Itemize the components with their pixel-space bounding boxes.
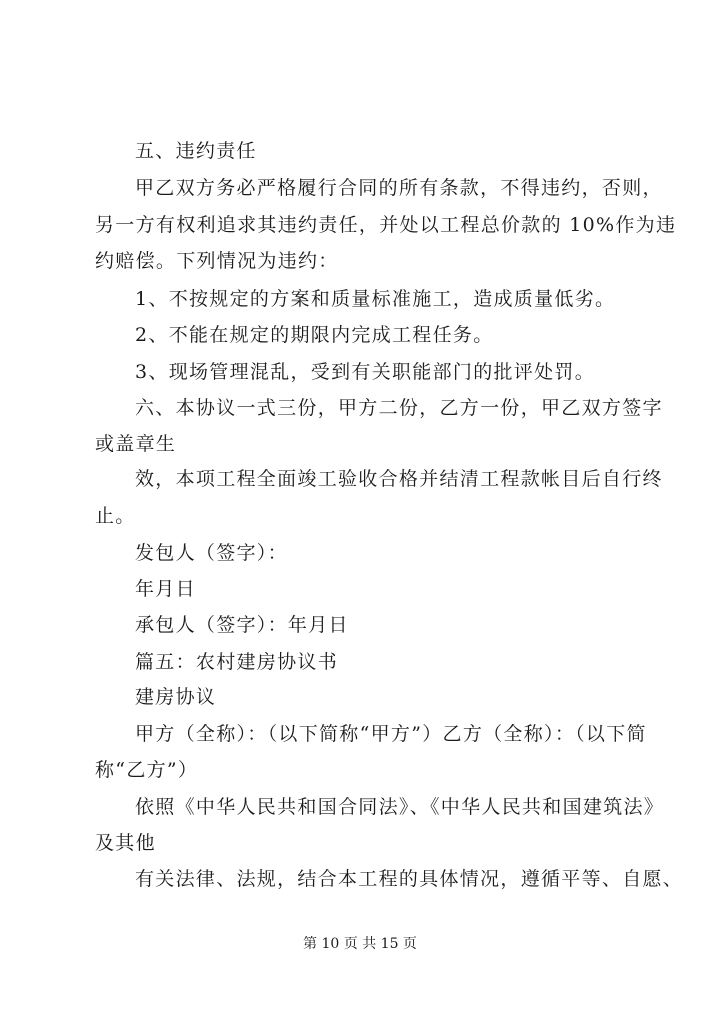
chapter-heading: 篇五：农村建房协议书 <box>135 651 339 673</box>
paragraph-line: 及其他 <box>95 832 156 854</box>
list-item: 2、不能在规定的期限内完成工程任务。 <box>135 324 494 346</box>
paragraph-line: 甲方（全称）：（以下简称“甲方”）乙方（全称）：（以下简 <box>135 723 647 745</box>
signature-line-employer: 发包人（签字）： <box>135 542 288 564</box>
document-title: 建房协议 <box>135 686 217 708</box>
paragraph-line: 另一方有权利追求其违约责任，并处以工程总价款的 10%作为违 <box>95 214 677 236</box>
list-item: 1、不按规定的方案和质量标准施工，造成质量低劣。 <box>135 288 616 310</box>
paragraph-line: 或盖章生 <box>95 433 177 455</box>
signature-line-contractor: 承包人（签字）：年月日 <box>135 614 349 636</box>
paragraph-line: 称“乙方”） <box>95 759 199 781</box>
paragraph-line: 约赔偿。下列情况为违约： <box>95 250 339 272</box>
paragraph-line: 止。 <box>95 505 136 527</box>
paragraph-line: 效，本项工程全面竣工验收合格并结清工程款帐目后自行终 <box>135 468 663 490</box>
list-item: 3、现场管理混乱，受到有关职能部门的批评处罚。 <box>135 361 595 383</box>
section-heading-breach: 五、违约责任 <box>135 140 257 162</box>
paragraph-line: 依照《中华人民共和国合同法》、《中华人民共和国建筑法》 <box>135 796 665 818</box>
paragraph-line: 有关法律、法规，结合本工程的具体情况，遵循平等、自愿、 <box>135 868 684 890</box>
section-heading-copies: 六、本协议一式三份，甲方二份，乙方一份，甲乙双方签字 <box>135 397 663 419</box>
date-line: 年月日 <box>135 578 196 600</box>
page-number-footer: 第 10 页 共 15 页 <box>303 936 417 952</box>
paragraph-line: 甲乙双方务必严格履行合同的所有条款，不得违约，否则， <box>135 177 663 199</box>
